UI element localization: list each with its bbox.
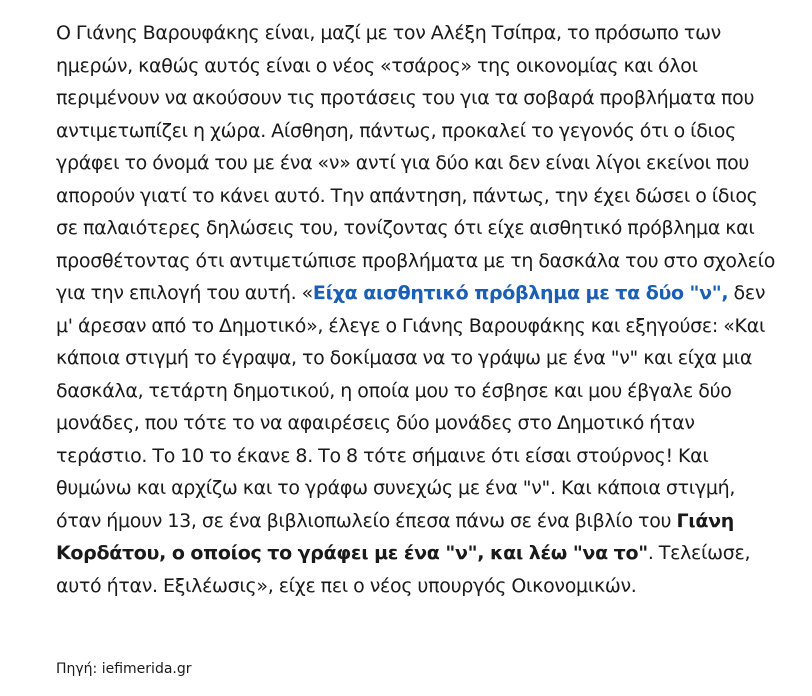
source-credit: Πηγή: iefimerida.gr [56, 661, 192, 677]
quote-link[interactable]: Είχα αισθητικό πρόβλημα με τα δύο "ν", [312, 282, 729, 304]
article-text-end: . Τελείωσε, αυτό ήταν. Εξιλέωσις», είχε πει ο νέος υπουργός Οικονομικών. [56, 542, 751, 597]
article-paragraph [56, 17, 776, 602]
article-body [56, 17, 776, 602]
bold-quote: Γιάνη Κορδάτου, ο οποίος το γράφει με ένα "ν", και λέω "να το" [56, 509, 735, 564]
article-text-intro: Ο Γιάνης Βαρουφάκης είναι, μαζί με τον Αλέξη Τσίπρα, το πρόσωπο των ημερών, καθώς αυτός είναι ο νέος «τσάρος» της οικονομίας και όλοι περιμένουν να ακούσουν τις προτάσεις του για τα σοβαρά προβλήματα που αντιμετωπίζει η χώρα. Αίσθηση, πάντως, προκαλεί το γεγονός ότι ο ίδιος γράφει το όνομά του με ένα «ν» αντί για δύο και δεν είναι λίγοι εκείνοι που απορούν γιατί το κάνει αυτό. Την απάντηση, πάντως, την έχει δώσει ο ίδιος σε παλαιότερες δηλώσεις του, τονίζοντας ότι είχε αισθητικό πρόβλημα και προσθέτοντας ότι αντιμετώπισε προβλήματα με τη δασκάλα του στο σχολείο για την επιλογή του αυτή. « [56, 22, 776, 304]
article-text-middle: δεν μ' άρεσαν από το Δημοτικό», έλεγε ο Γιάνης Βαρουφάκης και εξηγούσε: «Και κάποια στιγμή το έγραψα, το δοκίμασα να το γράψω με ένα "ν" και είχα μια δασκάλα, τετάρτη δημοτικού, η οποία μου το έσβησε και μου έβγαλε δύο μονάδες, που τότε το να αφαιρέσεις δύο μονάδες στο Δημοτικό ήταν τεράστιο. Το 10 το έκανε 8. Το 8 τότε σήμαινε ότι είσαι στούρνος! Και θυμώνω και αρχίζω και το γράφω συνεχώς με ένα "ν". Και κάποια στιγμή, όταν ήμουν 13, σε ένα βιβλιοπωλείο έπεσα πάνω σε ένα βιβλίο του [56, 282, 766, 532]
